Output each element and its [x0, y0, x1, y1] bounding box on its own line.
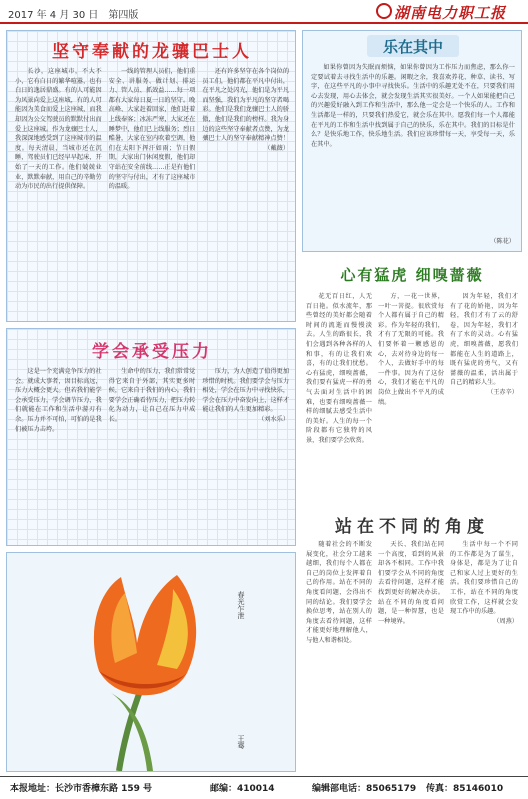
article-perspective: [302, 510, 522, 772]
article-author: （王赤辛）: [487, 388, 518, 396]
page-header: [0, 0, 528, 24]
article-columns: [306, 292, 518, 504]
masthead-title: 湖南电力职工报: [393, 4, 506, 22]
article-author: （戴薇）: [264, 144, 290, 152]
article-title: 心有猛虎 细嗅蔷薇: [340, 266, 484, 284]
article-title: 学会承受压力: [92, 342, 212, 362]
article-columns: [15, 67, 289, 317]
article-pressure: [6, 328, 296, 546]
masthead-logo-icon: [376, 3, 392, 19]
photo-credit: 王骞: [237, 735, 245, 749]
article-dedication: [6, 30, 296, 322]
article-column-3: 因为年轻，我们才有了花的娇艳，因为年轻，我们才有了云的舒卷，因为年轻，我们才有了水的灵动。心有猛虎，细嗅蔷薇，愿我们都能在人生的道路上，既有猛虎的勇气，又有蔷薇的温柔，活出属于自己的精彩人生。 （王赤辛）: [450, 293, 518, 396]
article-title: 站在不同的角度: [335, 517, 489, 537]
article-column-1: 花无百日红，人无百日艳。似水流年，那些曾经的美好都会随着时间的流逝而慢慢淡去。人生的路很长，我们会遇到各种各样的人和事，有的让我们欢喜，有的让我们忧愁。心有猛虎，细嗅蔷薇，我们要有猛虎一样的勇气去面对生活中的困难，也要有细嗅蔷薇一样的细腻去感受生活中的美好。人生的每一个阶段都有它独特的风景，我们要学会欣赏。: [306, 293, 372, 444]
article-column-1: 随着社会的不断发展变化，社会分工越来越细，我们每个人都在自己的岗位上发挥着自己的作用。站在不同的角度看问题，会得出不同的结论。我们要学会换位思考，站在别人的角度去看待问题，这样才能更好地理解他人，与他人和谐相处。: [306, 541, 372, 644]
article-title: 乐在其中: [382, 38, 443, 56]
article-joy: [302, 30, 522, 252]
article-author: （刘水乐）: [258, 415, 290, 423]
article-tiger-rose: [302, 258, 522, 506]
article-column-2: 天长、我们站在同一个高度，看到的风景却各不相同。工作中我们要学会从不同的角度去看待问题，这样才能找到更好的解决办法。站在不同的角度看问题，是一种智慧，也是一种境界。: [378, 541, 444, 625]
article-column-3: 压力，为人创造了值得更加珍惜的时机。我们要学会与压力相处，学会在压力中寻找快乐，学会在压力中奋发向上，这样才能让我们的人生更加精彩。 （刘水乐）: [202, 368, 290, 423]
article-column-3: 生活中每一个不同的工作都是为了谋生，身体是，都是为了让自己和家人过上更好的生活。我们要珍惜自己的工作，站在不同的角度欣赏工作，这样就会发现工作中的乐趣。 （周燕）: [450, 541, 518, 625]
issue-date: 2017 年 4 月 30 日 第四版: [8, 10, 139, 21]
article-columns: [15, 367, 289, 543]
article-column-1: 这是一个充满竞争压力的社会。就成大事者，因目标高远，压力大概会更大。但若我们能学会承受压力，学会调节压力，我们就能在工作和生活中游刃有余。压力并不可怕，可怕的是我们被压力击垮。: [15, 368, 102, 433]
footer-postcode: 邮编：410014: [210, 784, 275, 794]
photo-frame: [6, 552, 296, 772]
article-columns: [306, 540, 518, 768]
article-column-2: 生命中的压力，我们常常觉得它来自于外部，其实更多时候，它来自于我们的内心。我们要学会正确看待压力，把压力转化为动力，让自己在压力中成长。: [108, 368, 196, 423]
article-title: 坚守奉献的龙骧巴士人: [52, 42, 252, 62]
article-author: （周燕）: [493, 617, 518, 625]
article-column-2: 一线的管理人员们，他们重安全、讲服务、做计划、排运力、管人员、抓效益……每一项都有大家每日夏一日的坚守。晚高峰、大家赶着回家，他们赶着上线奉客；冰冻严寒，大家还在睡梦中，他们已上线服务；烈日酷暑，大家在室内吹着空调，他们在太阳下挥汗如雨；节日假期，大家出门休闲度假，他们却守站在安全前线……正是有他们的坚守与付出，才有了这座城市的温暖。: [108, 68, 196, 191]
tulip-photo: [7, 553, 295, 771]
page-footer: [0, 776, 528, 799]
article-column-3: 还有许多坚守在各个岗位的员工们，他们都在平凡中付出，在平凡之处闪光，他们是为平凡而坚强，我们为平凡的坚守者喝彩。他们是我们龙骧巴士人的骄傲，他们是我们的榜样。我为身边的这些坚守奉献者点赞，为龙骧巴士人的坚守奉献精神点赞！ （戴薇）: [202, 68, 290, 152]
article-column-2: 方，一花一世界，一叶一菩提。很欣赏每个人都有属于自己的精彩。作为年轻的我们，才有了无限的可能。我们要怀着一颗感恩的心，去对待身边的每一个人，去做好手中的每一件事。因为有了这份心，我们才能在平凡的岗位上做出不平凡的成绩。: [378, 293, 444, 406]
footer-phone: 编辑部电话：85065179: [312, 784, 417, 794]
article-column-1: 长沙，这座城市，不大不小，它有白日的繁华喧嚣，也有白日的逸居鼎盛。有的人可能因为风景向爱上这座城，有的人可能因为美食而爱上这座城，而我却因为公交驾驶员的默默付出而爱上这座城。作为龙骧巴士人，我深深地感受到了这座城市的温度。每天清晨，当城市还在沉睡，驾驶员们已经早早起床，开始了一天的工作。他们兢兢业业，默默奉献，用自己的辛勤劳动为市民的出行提供保障。: [15, 68, 102, 191]
footer-address: 本报地址：长沙市香樟东路 159 号: [10, 784, 153, 794]
article-author: （陈花）: [490, 238, 515, 245]
photo-caption: 春光乍泄: [237, 591, 245, 619]
footer-fax: 传真：85146010: [426, 784, 504, 794]
article-body: 如果你曾因为失眠而烦恼，如果你曾因为工作压力而焦虑，那么你一定要试着去寻找生活中的乐趣。闲暇之余，我喜欢养花、种草、读书、写字，在这些平凡的小事中寻找快乐。生活中的乐趣无处不在，只要我们用心去发现，用心去体会，就会发现生活其实很美好。一个人如果能把自己的兴趣爱好融入到工作和生活中，那么他一定会是一个快乐的人。工作和生活都是一样的，只要我们热爱它，就会乐在其中。愿我们每一个人都能在平凡的工作和生活中找到属于自己的快乐，乐在其中。我们的目标是什么？是快乐地工作，快乐地生活。我们应该珍惜每一天，享受每一天，乐在其中。: [311, 64, 515, 148]
